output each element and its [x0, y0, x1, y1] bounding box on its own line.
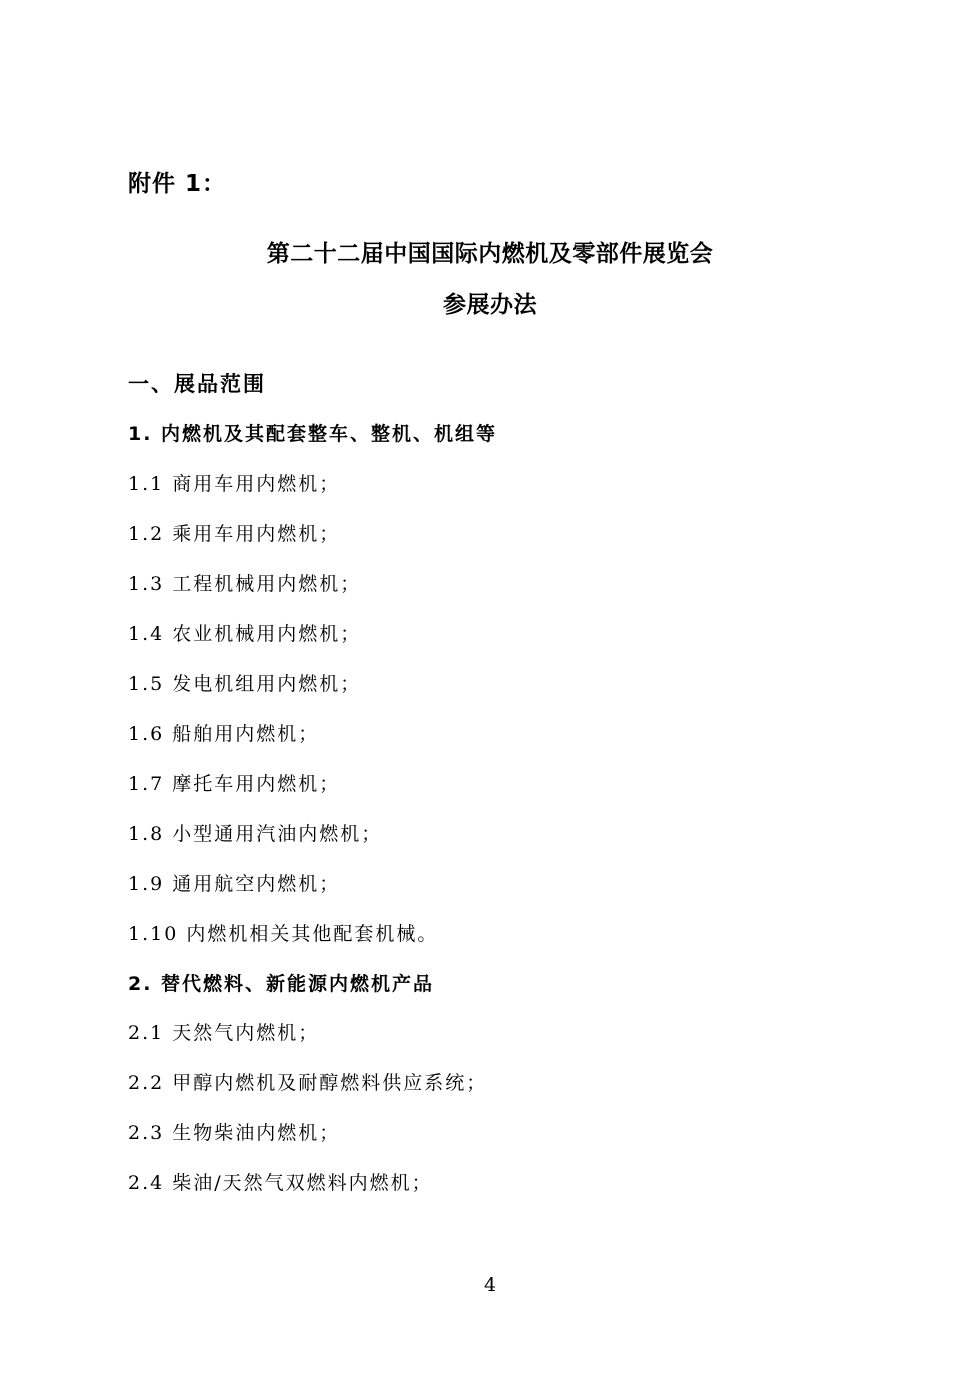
list-item: 1.5 发电机组用内燃机； — [128, 673, 362, 695]
list-item: 1.2 乘用车用内燃机； — [128, 523, 341, 545]
list-item: 1.10 内燃机相关其他配套机械。 — [128, 923, 439, 945]
section-heading-exhibit-scope: 一、展品范围 — [128, 372, 266, 396]
list-item: 2.1 天然气内燃机； — [128, 1022, 320, 1044]
list-item: 1.3 工程机械用内燃机； — [128, 573, 362, 595]
list-item: 1.4 农业机械用内燃机； — [128, 623, 362, 645]
document-title-line-1: 第二十二届中国国际内燃机及零部件展览会 — [266, 241, 714, 267]
category-heading-1: 1. 内燃机及其配套整车、整机、机组等 — [128, 423, 498, 445]
list-item: 1.6 船舶用内燃机； — [128, 723, 320, 745]
list-item: 2.3 生物柴油内燃机； — [128, 1122, 341, 1144]
category-heading-2: 2. 替代燃料、新能源内燃机产品 — [128, 973, 435, 995]
page-number: 4 — [483, 1274, 497, 1296]
list-item: 2.2 甲醇内燃机及耐醇燃料供应系统； — [128, 1072, 488, 1094]
list-item: 1.1 商用车用内燃机； — [128, 473, 341, 495]
attachment-label: 附件 1： — [128, 171, 227, 197]
list-item: 1.9 通用航空内燃机； — [128, 873, 341, 895]
list-item: 1.8 小型通用汽油内燃机； — [128, 823, 383, 845]
document-title-line-2: 参展办法 — [443, 292, 537, 318]
list-item: 1.7 摩托车用内燃机； — [128, 773, 341, 795]
list-item: 2.4 柴油/天然气双燃料内燃机； — [128, 1172, 433, 1194]
